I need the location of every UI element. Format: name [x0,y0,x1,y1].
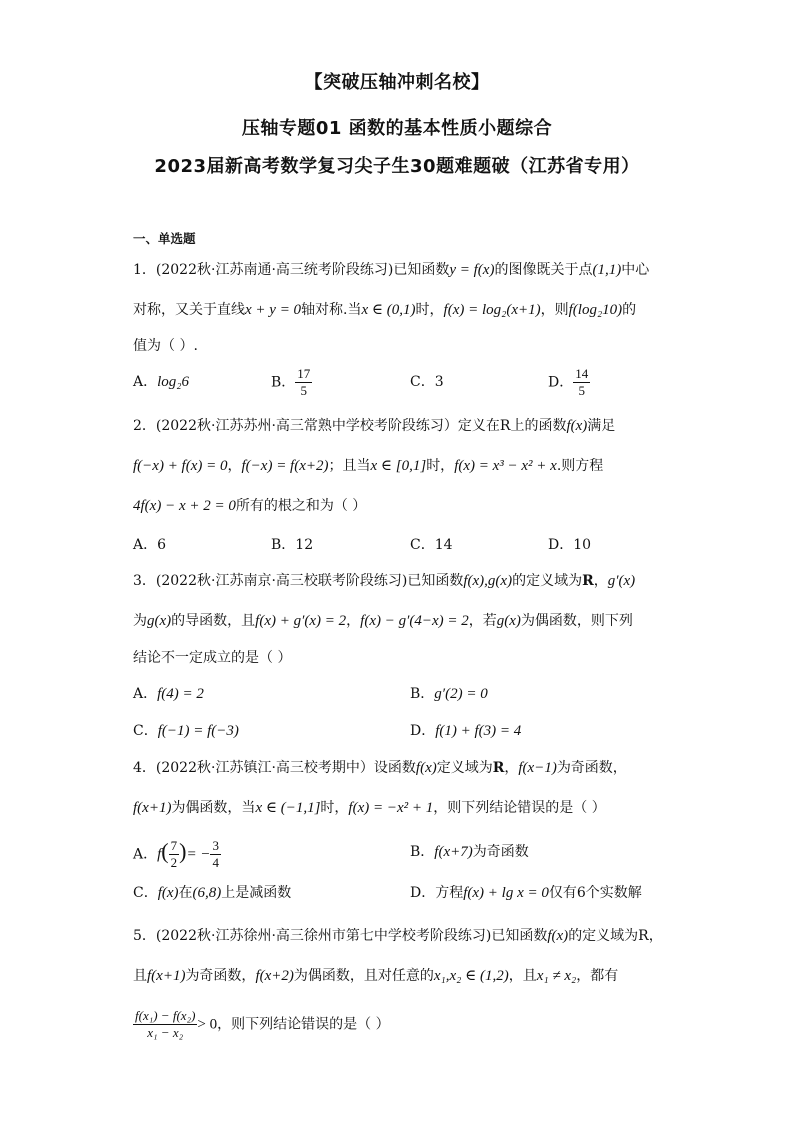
fraction-denominator: 2 [170,855,178,870]
q5-line-1 [133,926,663,946]
option-label: A． [133,846,158,863]
option-label: D．方程 [410,885,464,901]
q3-math: g(x) [147,613,172,629]
fraction-numerator: 14 [575,366,589,381]
q4-option-d[interactable] [410,883,642,903]
header-title-2: 压轴专题01 函数的基本性质小题综合 [241,118,553,139]
q2-math: f(−x) = f(x+2) [241,458,329,474]
option-value: f(4) = 2 [157,686,204,702]
q3-text: ， [593,573,608,589]
option-value: 3 [434,374,444,390]
q1-text: 时， [415,302,444,318]
q2-math: x ∈ [0,1] [370,458,427,474]
q1-text: 轴对称.当 [301,302,362,318]
option-value: f [157,846,162,863]
q2-text: 时， [426,458,455,474]
q4-line-1 [133,758,627,778]
q1-math: (1,1) [592,262,622,278]
q2-math: f(x) [566,418,588,434]
option-value: 为奇函数 [472,844,529,860]
q1-text: 对称，又关于直线 [133,302,245,318]
q1-text: 的 [622,302,637,318]
q1-option-c[interactable] [410,372,444,392]
q1-line-2 [133,300,636,320]
q3-option-b[interactable] [410,684,488,704]
q3-line-1 [133,571,635,591]
option-label: C． [133,885,158,901]
option-label: B． [271,374,296,391]
header-title-1: 【突破压轴冲刺名校】 [304,72,490,93]
fraction-denominator: 4 [212,855,219,870]
q5-line-2 [133,966,618,986]
fraction-denominator: 5 [300,383,308,398]
option-value: = − [186,846,211,863]
q4-text: R [492,760,505,776]
q5-text: 且 [133,968,147,984]
q4-math: f(x) [415,760,437,776]
option-value: log₂6 [157,374,190,390]
q1-line-3: 值为（ ）. [133,338,198,354]
q5-text: 5．(2022秋·江苏徐州·高三徐州市第七中学校考阶段练习)已知函数 [133,928,548,944]
q3-math: f(x) − g′(4−x) = 2 [360,613,469,629]
q4-text: 定义域为 [436,760,493,776]
q5-math: f(x+2) [255,968,294,984]
q5-text: ，都有 [576,968,619,984]
option-label: D． [410,723,436,739]
fraction [573,366,590,399]
paren: ( [161,838,169,864]
q4-option-b[interactable] [410,842,529,862]
fraction-numerator: f(x₁) − f(x₂) [135,1008,196,1023]
q1-line-1 [133,260,649,280]
q2-text: 所有的根之和为（ ） [235,498,367,514]
option-label: C． [133,723,158,739]
fraction-numerator: 7 [170,838,178,853]
fraction [169,838,180,871]
q1-math: x + y = 0 [245,302,302,318]
q3-math: f(x),g(x) [463,573,513,589]
q1-math: f(x) = log₂(x+1) [443,302,541,318]
q2-math: 4f(x) − x + 2 = 0 [133,498,236,514]
q3-option-d[interactable] [410,721,521,741]
q4-text: 为奇函数， [556,760,627,776]
q4-option-c[interactable] [133,883,291,903]
q3-line-2 [133,611,633,631]
option-label: B． [410,686,435,702]
q3-text: 3．(2022秋·江苏南京·高三校联考阶段练习)已知函数 [133,573,464,589]
q1-text: 1．(2022秋·江苏南通·高三统考阶段练习)已知函数 [133,262,450,278]
q2-text: .则方程 [556,458,604,474]
q1-text: 的图像既关于点 [494,262,593,278]
q5-line-3 [133,1008,390,1041]
q3-math: g′(x) [607,573,636,589]
q2-text: ， [227,458,242,474]
q2-math: f(x) = x³ − x² + x [454,458,557,474]
q3-text: 为偶函数，则下列 [520,613,633,629]
q2-option-b[interactable]: B．12 [271,537,314,553]
option-value: f(x) + lg x = 0 [463,885,549,901]
section-heading: 一、单选题 [133,231,196,246]
fraction [295,366,312,399]
fraction-numerator: 17 [297,366,311,381]
q3-text: 为 [133,613,147,629]
paren: ) [179,838,187,864]
q2-text: 满足 [587,418,616,434]
q2-line-1 [133,416,615,436]
fraction [210,838,221,871]
q1-math: y = f(x) [449,262,495,278]
q1-text: ，则 [540,302,569,318]
q1-text: 中心 [621,262,650,278]
q5-math: f(x) [547,928,569,944]
option-value: f(−1) = f(−3) [157,723,239,739]
q3-math: f(x) + g′(x) = 2 [255,613,347,629]
option-value: 在 [178,885,193,901]
fraction-numerator: 3 [212,838,219,853]
q5-math: > 0 [197,1016,218,1033]
fraction-denominator: x₁ − x₂ [147,1025,184,1040]
q5-math: x₁ ≠ x₂ [536,968,577,984]
q2-option-c[interactable]: C．14 [410,537,453,553]
q5-text: ，且 [508,968,537,984]
option-value: g′(2) = 0 [434,686,488,702]
q1-option-a[interactable] [133,372,189,392]
q1-option-d[interactable] [548,366,590,399]
q4-text: ，则下列结论错误的是（ ） [433,800,606,816]
q4-text: 时， [320,800,349,816]
q2-option-a[interactable]: A．6 [133,537,167,553]
q5-text: ，则下列结论错误的是（ ） [217,1016,390,1033]
q1-math: x ∈ (0,1) [361,302,416,318]
option-value: f(x+7) [434,844,473,860]
q3-line-3: 结论不一定成立的是（ ） [133,650,292,666]
option-value: (6,8) [192,885,222,901]
q2-math: f(−x) + f(x) = 0 [133,458,228,474]
q3-text: ， [346,613,361,629]
q3-text: ，若 [468,613,497,629]
q4-math: f(x) = −x² + 1 [348,800,434,816]
q4-math: f(x+1) [133,800,172,816]
q4-line-2 [133,798,606,818]
option-label: D． [548,374,574,391]
q4-math: f(x−1) [518,760,557,776]
q5-text: 的定义域为R， [568,928,663,944]
option-value: f(1) + f(3) = 4 [435,723,522,739]
option-value: 上是减函数 [221,885,292,901]
q3-math: g(x) [496,613,521,629]
option-label: C． [410,374,435,390]
q5-math: f(x+1) [147,968,186,984]
q3-option-a[interactable] [133,684,204,704]
fraction [133,1008,197,1041]
q3-text: 的定义域为 [512,573,583,589]
option-label: A． [133,374,158,390]
q4-option-a[interactable] [133,838,221,871]
header-title-3: 2023届新高考数学复习尖子生30题难题破（江苏省专用） [154,156,640,177]
q4-text: 为偶函数，当 [171,800,256,816]
q5-text: 为奇函数， [185,968,256,984]
option-value: f(x) [157,885,179,901]
q2-text: 2．(2022秋·江苏苏州·高三常熟中学校考阶段练习）定义在R上的函数 [133,418,567,434]
q5-text: 为偶函数，且对任意的 [293,968,434,984]
q4-text: 4．(2022秋·江苏镇江·高三校考期中）设函数 [133,760,416,776]
q1-math: f(log₂10) [568,302,623,318]
q4-math: x ∈ (−1,1] [255,800,321,816]
q3-option-c[interactable] [133,721,239,741]
q2-line-3 [133,496,366,516]
q5-math: x₁,x₂ ∈ (1,2) [433,968,509,984]
q2-option-d[interactable]: D．10 [548,537,592,553]
q1-option-b[interactable] [271,366,312,399]
fraction-denominator: 5 [578,383,585,398]
q3-text: 的导函数，且 [171,613,256,629]
q2-text: ；且当 [328,458,371,474]
option-label: B． [410,844,435,860]
option-label: A． [133,686,158,702]
q2-line-2 [133,456,603,476]
q3-text: R [582,573,594,589]
q4-text: ， [504,760,519,776]
option-value: 仅有6个实数解 [548,885,642,901]
